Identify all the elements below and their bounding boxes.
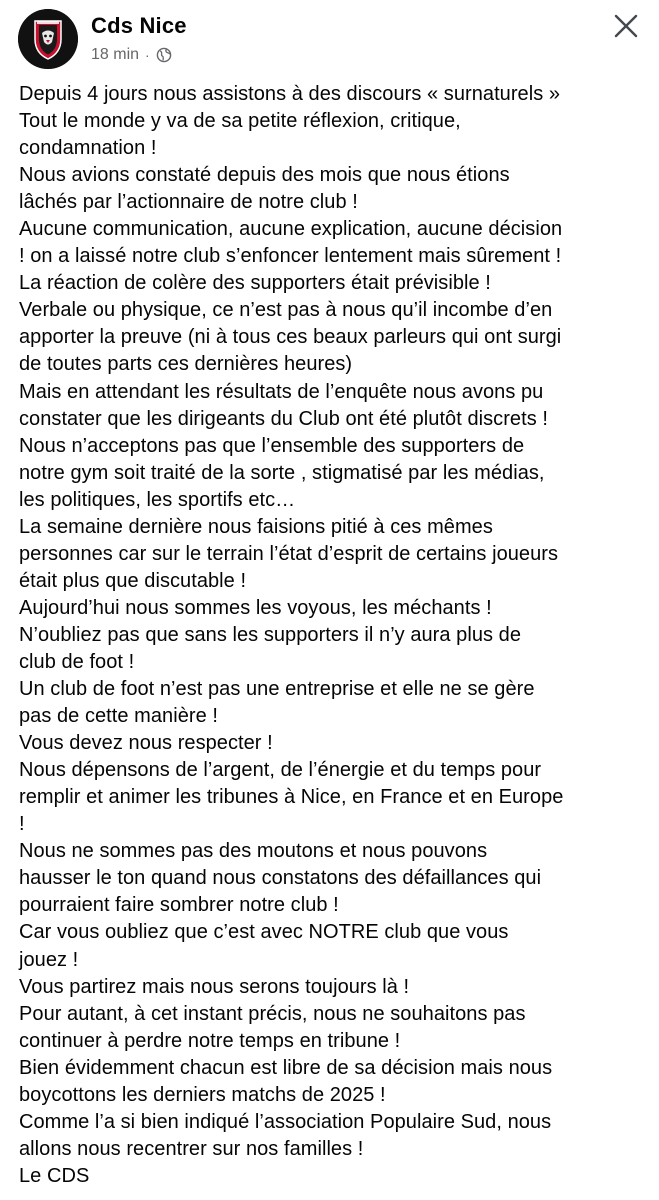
- page-name[interactable]: Cds Nice: [91, 13, 187, 38]
- post-text-line: Nous n’acceptons pas que l’ensemble des supporters de: [19, 434, 525, 457]
- globe-icon[interactable]: [156, 47, 172, 63]
- post-time[interactable]: 18 min: [91, 46, 140, 63]
- post-text-line: Un club de foot n’est pas une entreprise et elle ne se gère: [19, 678, 535, 701]
- post-text-line: La semaine dernière nous faisions pitié à ces mêmes: [19, 515, 493, 538]
- post-text-line: ! on a laissé notre club s’enfoncer lentement mais sûrement !: [19, 245, 562, 268]
- post-text-line: club de foot !: [19, 650, 135, 673]
- avatar[interactable]: [18, 9, 78, 69]
- close-button[interactable]: [610, 10, 642, 42]
- post-text-line: Nous ne sommes pas des moutons et nous pouvons: [19, 840, 488, 863]
- post-text-line: remplir et animer les tribunes à Nice, en France et en Europe: [19, 786, 564, 809]
- post-text-line: Vous devez nous respecter !: [19, 732, 273, 755]
- post-text-line: constater que les dirigeants du Club ont été plutôt discrets !: [19, 407, 548, 430]
- post-text-line: personnes car sur le terrain l’état d’esprit de certains joueurs: [19, 542, 559, 565]
- post-text-line: jouez !: [19, 948, 79, 971]
- post-text-line: allons nous recentrer sur nos familles !: [19, 1137, 364, 1160]
- post-text-line: N’oubliez pas que sans les supporters il n’y aura plus de: [19, 623, 522, 646]
- post-text-line: boycottons les derniers matchs de 2025 !: [19, 1083, 386, 1106]
- post-text-line: Le CDS: [19, 1164, 90, 1187]
- post-text-line: pas de cette manière !: [19, 705, 218, 728]
- post-text-line: hausser le ton quand nous constatons des défaillances qui: [19, 867, 542, 890]
- post-text-line: Car vous oubliez que c’est avec NOTRE club que vous: [19, 921, 509, 944]
- post-text: [19, 81, 651, 1190]
- post-meta: [91, 44, 172, 66]
- post-text-line: pourraient faire sombrer notre club !: [19, 894, 339, 917]
- post-text-line: Bien évidemment chacun est libre de sa décision mais nous: [19, 1056, 553, 1079]
- post-text-line: de toutes parts ces dernières heures): [19, 353, 353, 376]
- post-text-line: continuer à perdre notre temps en tribune !: [19, 1029, 401, 1052]
- post-text-line: était plus que discutable !: [19, 569, 247, 592]
- post-text-line: apporter la preuve (ni à tous ces beaux parleurs qui ont surgi: [19, 326, 562, 349]
- meta-separator: ·: [145, 47, 150, 63]
- post-text-line: Vous partirez mais nous serons toujours là !: [19, 975, 410, 998]
- post-text-line: Aucune communication, aucune explication, aucune décision: [19, 218, 563, 241]
- post-text-line: Mais en attendant les résultats de l’enquête nous avons pu: [19, 380, 544, 403]
- post-text-line: La réaction de colère des supporters était prévisible !: [19, 272, 491, 295]
- club-crest-logo: [18, 9, 78, 69]
- post-text-line: Pour autant, à cet instant précis, nous ne souhaitons pas: [19, 1002, 526, 1025]
- post-text-line: Nous dépensons de l’argent, de l’énergie et du temps pour: [19, 759, 542, 782]
- post-text-line: les politiques, les sportifs etc…: [19, 488, 296, 511]
- post-text-line: Nous avions constaté depuis des mois que nous étions: [19, 164, 510, 187]
- post-text-line: !: [19, 813, 25, 836]
- post-text-line: condamnation !: [19, 137, 157, 160]
- post-text-line: Verbale ou physique, ce n’est pas à nous qu’il incombe d’en: [19, 299, 553, 322]
- post-text-line: Tout le monde y va de sa petite réflexion, critique,: [19, 110, 461, 133]
- post-text-line: Aujourd’hui nous sommes les voyous, les méchants !: [19, 596, 492, 619]
- post-text-line: lâchés par l’actionnaire de notre club !: [19, 191, 358, 214]
- post-text-line: notre gym soit traité de la sorte , stigmatisé par les médias,: [19, 461, 545, 484]
- post-text-line: Depuis 4 jours nous assistons à des discours « surnaturels »: [19, 83, 561, 105]
- post-text-line: Comme l’a si bien indiqué l’association Populaire Sud, nous: [19, 1110, 552, 1133]
- post-header: [0, 0, 659, 80]
- close-icon: [610, 10, 642, 42]
